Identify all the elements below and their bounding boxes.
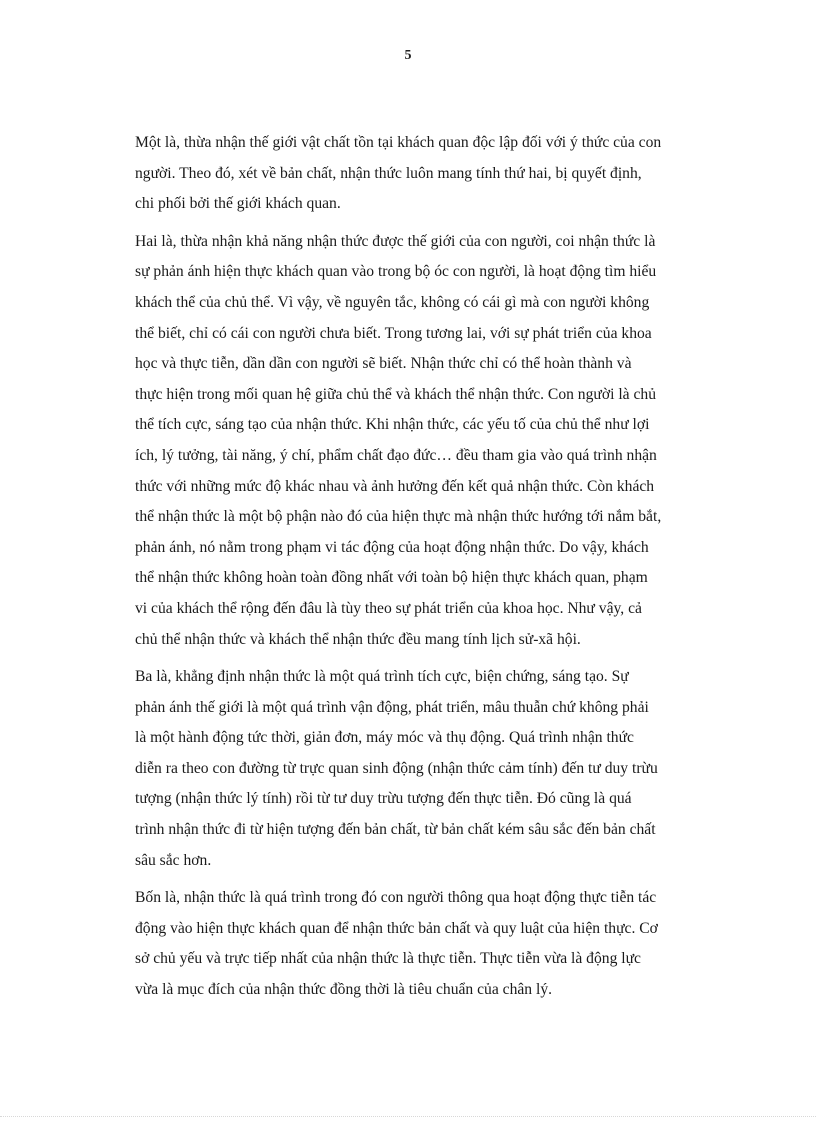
page-bottom-border [0, 1116, 816, 1117]
paragraph [135, 227, 740, 655]
text-line: phản ánh, nó nằm trong phạm vi tác động của hoạt động nhận thức. Do vậy, khách [135, 538, 649, 556]
text-line: thể nhận thức không hoàn toàn đồng nhất với toàn bộ hiện thực khách quan, phạm [135, 569, 648, 587]
text-line: chi phối bởi thế giới khách quan. [135, 195, 341, 213]
text-line: thể tích cực, sáng tạo của nhận thức. Khi nhận thức, các yếu tố của chủ thể như lợi [135, 416, 650, 434]
paragraph [135, 662, 740, 876]
text-line: sự phản ánh hiện thực khách quan vào trong bộ óc con người, là hoạt động tìm hiểu [135, 263, 657, 281]
paragraph [135, 128, 740, 220]
text-line: phản ánh thế giới là một quá trình vận động, phát triển, mâu thuẫn chứ không phải [135, 698, 649, 716]
text-line: sở chủ yếu và trực tiếp nhất của nhận thức là thực tiễn. Thực tiễn vừa là động lực [135, 950, 641, 968]
text-line: thức với những mức độ khác nhau và ảnh hưởng đến kết quả nhận thức. Còn khách [135, 477, 655, 495]
text-line: học và thực tiễn, dần dần con người sẽ biết. Nhận thức chỉ có thể hoàn thành và [135, 355, 632, 373]
text-line: ích, lý tưởng, tài năng, ý chí, phẩm chất đạo đức… đều tham gia vào quá trình nhận [135, 446, 657, 464]
paragraph [135, 883, 740, 1005]
text-line: tượng (nhận thức lý tính) rồi từ tư duy trừu tượng đến thực tiễn. Đó cũng là quá [135, 790, 632, 808]
text-line: sâu sắc hơn. [135, 851, 212, 869]
text-line: thực hiện trong mối quan hệ giữa chủ thể và khách thể nhận thức. Con người là chủ [135, 385, 656, 403]
text-line: thể biết, chỉ có cái con người chưa biết. Trong tương lai, với sự phát triển của khoa [135, 324, 652, 342]
text-line: diễn ra theo con đường từ trực quan sinh động (nhận thức cảm tính) đến tư duy trừu [135, 759, 658, 777]
text-line: khách thể của chủ thể. Vì vậy, về nguyên tắc, không có cái gì mà con người không [135, 293, 650, 311]
document-body [135, 128, 740, 1013]
page-number: 5 [404, 48, 412, 63]
text-line: là một hành động tức thời, giản đơn, máy móc và thụ động. Quá trình nhận thức [135, 729, 634, 747]
text-line: người. Theo đó, xét về bản chất, nhận thức luôn mang tính thứ hai, bị quyết định, [135, 164, 642, 182]
text-line: vừa là mục đích của nhận thức đồng thời là tiêu chuẩn của chân lý. [135, 981, 553, 999]
text-line: trình nhận thức đi từ hiện tượng đến bản chất, từ bản chất kém sâu sắc đến bản chất [135, 821, 656, 839]
text-line: Một là, thừa nhận thế giới vật chất tồn tại khách quan độc lập đối với ý thức của con [135, 134, 662, 151]
text-line: thể nhận thức là một bộ phận nào đó của hiện thực mà nhận thức hướng tới nắm bắt, [135, 508, 662, 526]
text-line: Bốn là, nhận thức là quá trình trong đó con người thông qua hoạt động thực tiễn tác [135, 889, 657, 907]
text-line: chủ thể nhận thức và khách thể nhận thức đều mang tính lịch sử-xã hội. [135, 630, 581, 648]
text-line: Ba là, khẳng định nhận thức là một quá trình tích cực, biện chứng, sáng tạo. Sự [135, 668, 629, 686]
text-line: Hai là, thừa nhận khả năng nhận thức được thế giới của con người, coi nhận thức là [135, 232, 656, 250]
text-line: vi của khách thể rộng đến đâu là tùy theo sự phát triển của khoa học. Như vậy, cả [135, 599, 642, 617]
text-line: động vào hiện thực khách quan để nhận thức bản chất và quy luật của hiện thực. Cơ [135, 919, 658, 937]
